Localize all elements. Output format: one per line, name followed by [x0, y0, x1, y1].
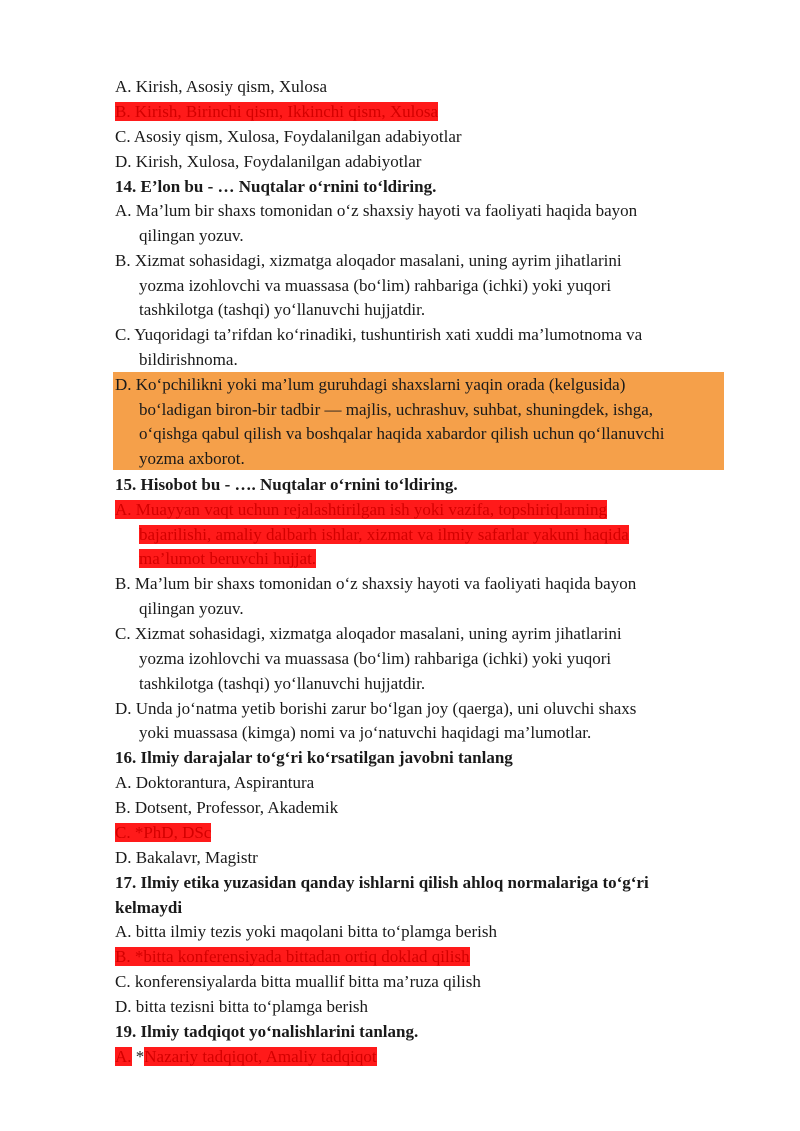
- q15-option-a-cont: [139, 547, 316, 571]
- q19-question: 19. Ilmiy tadqiqot yo‘nalishlarini tanlang.: [115, 1022, 419, 1041]
- answer-highlight: B. Kirish, Birinchi qism, Ikkinchi qism, Xulosa: [115, 102, 438, 121]
- q17-question-cont: kelmaydi: [115, 898, 183, 917]
- q14-option-c-cont: bildirishnoma.: [139, 350, 238, 369]
- q15-option-c: C. Xizmat sohasidagi, xizmatga aloqador masalani, uning ayrim jihatlarini: [115, 624, 622, 643]
- q13-option-a: A. Kirish, Asosiy qism, Xulosa: [115, 77, 328, 96]
- q15-option-c-cont: tashkilotga (tashqi) yo‘llanuvchi hujjatdir.: [139, 674, 426, 693]
- q15-option-c-cont: yozma izohlovchi va muassasa (bo‘lim) rahbariga (ichki) yoki yuqori: [139, 649, 612, 668]
- q17-option-a: A. bitta ilmiy tezis yoki maqolani bitta to‘plamga berish: [115, 922, 497, 941]
- q14-option-b-cont: yozma izohlovchi va muassasa (bo‘lim) rahbariga (ichki) yoki yuqori: [139, 276, 612, 295]
- q14-question: 14. E’lon bu - … Nuqtalar o‘rnini to‘ldiring.: [115, 177, 437, 196]
- answer-star: *: [135, 1047, 145, 1066]
- answer-highlight: bajarilishi, amaliy dalbarh ishlar, xizmat va ilmiy safarlar yakuni haqida: [139, 525, 629, 544]
- q13-option-c: C. Asosiy qism, Xulosa, Foydalanilgan adabiyotlar: [115, 127, 462, 146]
- q14-option-b: B. Xizmat sohasidagi, xizmatga aloqador masalani, uning ayrim jihatlarini: [115, 251, 622, 270]
- q17-option-c: C. konferensiyalarda bitta muallif bitta ma’ruza qilish: [115, 972, 481, 991]
- answer-letter-highlight: A.: [115, 1047, 132, 1066]
- q15-option-a-cont: [139, 523, 629, 547]
- answer-highlight: Nazariy tadqiqot, Amaliy tadqiqot: [144, 1047, 377, 1066]
- q19-option-a: [115, 1045, 377, 1069]
- q14-option-d-cont: o‘qishga qabul qilish va boshqalar haqida xabardor qilish uchun qo‘llanuvchi: [139, 424, 665, 443]
- q17-option-d: D. bitta tezisni bitta to‘plamga berish: [115, 997, 369, 1016]
- q15-question: 15. Hisobot bu - …. Nuqtalar o‘rnini to‘ldiring.: [115, 475, 458, 494]
- q14-option-d: D. Ko‘pchilikni yoki ma’lum guruhdagi shaxslarni yaqin orada (kelgusida): [115, 375, 626, 394]
- q14-option-a: A. Ma’lum bir shaxs tomonidan o‘z shaxsiy hayoti va faoliyati haqida bayon: [115, 201, 638, 220]
- q15-option-a: [115, 498, 607, 522]
- q15-option-b: B. Ma’lum bir shaxs tomonidan o‘z shaxsiy hayoti va faoliyati haqida bayon: [115, 574, 637, 593]
- q13-option-d: D. Kirish, Xulosa, Foydalanilgan adabiyotlar: [115, 152, 422, 171]
- q16-option-c: [115, 821, 211, 845]
- q14-option-d-cont: bo‘ladigan biron-bir tadbir — majlis, uchrashuv, suhbat, shuningdek, ishga,: [139, 400, 654, 419]
- answer-highlight: C. *PhD, DSc: [115, 823, 212, 842]
- q16-option-b: B. Dotsent, Professor, Akademik: [115, 798, 339, 817]
- q14-option-a-cont: qilingan yozuv.: [139, 226, 244, 245]
- q14-option-c: C. Yuqoridagi ta’rifdan ko‘rinadiki, tushuntirish xati xuddi ma’lumotnoma va: [115, 325, 643, 344]
- q16-question: 16. Ilmiy darajalar to‘g‘ri ko‘rsatilgan javobni tanlang: [115, 748, 513, 767]
- q17-question: 17. Ilmiy etika yuzasidan qanday ishlarni qilish ahloq normalariga to‘g‘ri: [115, 873, 649, 892]
- q16-option-a: A. Doktorantura, Aspirantura: [115, 773, 315, 792]
- answer-highlight: A. Muayyan vaqt uchun rejalashtirilgan ish yoki vazifa, topshiriqlarning: [115, 500, 607, 519]
- q17-option-b: [115, 945, 470, 969]
- q14-option-b-cont: tashkilotga (tashqi) yo‘llanuvchi hujjatdir.: [139, 300, 426, 319]
- q15-option-d-cont: yoki muassasa (kimga) nomi va jo‘natuvchi haqidagi ma’lumotlar.: [139, 723, 592, 742]
- q14-option-d-cont: yozma axborot.: [139, 449, 245, 468]
- answer-highlight: B. *bitta konferensiyada bittadan ortiq doklad qilish: [115, 947, 470, 966]
- q13-option-b: [115, 100, 438, 124]
- answer-highlight: ma’lumot beruvchi hujjat.: [139, 549, 317, 568]
- q15-option-b-cont: qilingan yozuv.: [139, 599, 244, 618]
- q15-option-d: D. Unda jo‘natma yetib borishi zarur bo‘lgan joy (qaerga), uni oluvchi shaxs: [115, 699, 637, 718]
- q16-option-d: D. Bakalavr, Magistr: [115, 848, 258, 867]
